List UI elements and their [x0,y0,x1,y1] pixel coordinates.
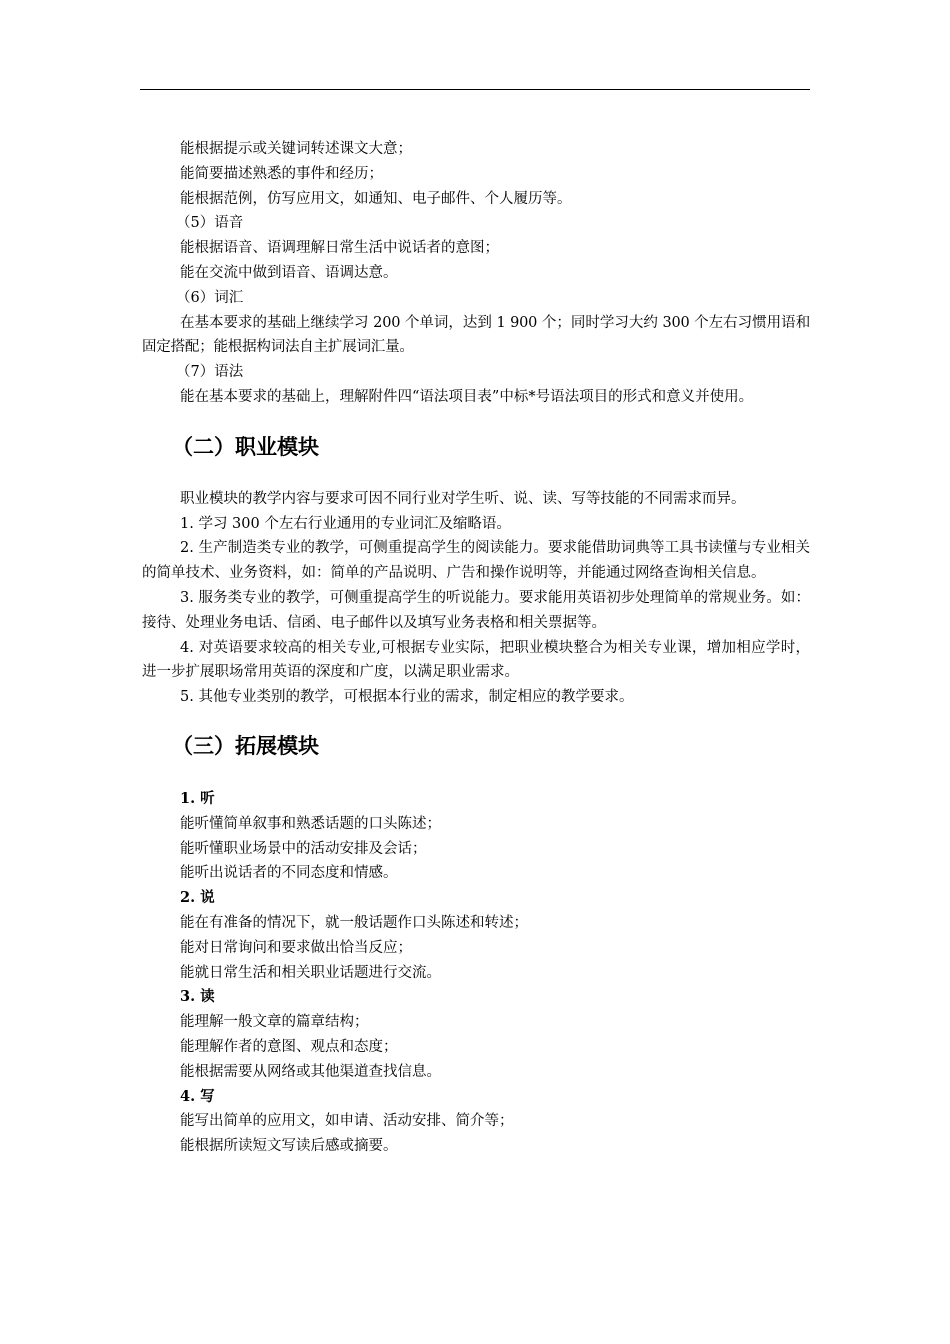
paragraph-vocational-intro: 职业模块的教学内容与要求可因不同行业对学生听、说、读、写等技能的不同需求而异。 [180,490,746,507]
paragraph-line: 能根据语音、语调理解日常生活中说话者的意图； [180,240,499,257]
list-item: 能听懂简单叙事和熟悉话题的口头陈述； [180,815,441,832]
list-item: 能在有准备的情况下，就一般话题作口头陈述和转述； [180,914,528,931]
paragraph-line: 能根据范例，仿写应用文，如通知、电子邮件、个人履历等。 [180,190,572,207]
list-item: 5. 其他专业类别的教学，可根据本行业的需求，制定相应的教学要求。 [180,689,634,706]
paragraph-line: 能简要描述熟悉的事件和经历； [180,165,383,182]
subheading-pronunciation: （5）语音 [176,215,244,232]
paragraph-grammar: 能在基本要求的基础上，理解附件四“语法项目表”中标*号语法项目的形式和意义并使用。 [180,388,754,405]
list-item: 能对日常询问和要求做出恰当反应； [180,939,412,956]
subheading-grammar: （7）语法 [176,364,244,381]
list-item: 能理解作者的意图、观点和态度； [180,1038,398,1055]
list-item: 4. 对英语要求较高的相关专业,可根据专业实际，把职业模块整合为相关专业课，增加相应学时，进一步扩展职场常用英语的深度和广度，以满足职业需求。 [142,639,810,681]
section-title-extension: （三）拓展模块 [172,733,319,758]
list-item: 3. 服务类专业的教学，可侧重提高学生的听说能力。要求能用英语初步处理简单的常规业务。如：接待、处理业务电话、信函、电子邮件以及填写业务表格和相关票据等。 [142,589,810,631]
document-body [142,137,810,1159]
paragraph-line: 能在交流中做到语音、语调达意。 [180,264,398,281]
group-label-writing: 4. 写 [180,1087,215,1105]
subheading-vocabulary: （6）词汇 [176,289,244,306]
list-item: 能听出说话者的不同态度和情感。 [180,865,398,882]
header-rule [140,89,810,90]
list-item: 能就日常生活和相关职业话题进行交流。 [180,964,441,981]
list-item: 能听懂职业场景中的活动安排及会话； [180,840,427,857]
list-item: 2. 生产制造类专业的教学，可侧重提高学生的阅读能力。要求能借助词典等工具书读懂与专业相关的简单技术、业务资料，如：简单的产品说明、广告和操作说明等，并能通过网络查询相关信息。 [142,540,810,582]
list-item: 1. 学习 300 个左右行业通用的专业词汇及缩略语。 [180,515,511,532]
list-item: 能根据所读短文写读后感或摘要。 [180,1138,398,1155]
group-label-reading: 3. 读 [180,988,215,1006]
group-label-speaking: 2. 说 [180,889,215,907]
paragraph-line: 能根据提示或关键词转述课文大意； [180,141,412,157]
paragraph-vocabulary: 在基本要求的基础上继续学习 200 个单词，达到 1 900 个；同时学习大约 300 个左右习惯用语和固定搭配；能根据构词法自主扩展词汇量。 [142,314,810,356]
list-item: 能理解一般文章的篇章结构； [180,1014,369,1031]
list-item: 能根据需要从网络或其他渠道查找信息。 [180,1063,441,1080]
group-label-listening: 1. 听 [180,789,215,807]
section-title-vocational: （二）职业模块 [172,434,319,459]
list-item: 能写出简单的应用文，如申请、活动安排、简介等； [180,1113,514,1130]
